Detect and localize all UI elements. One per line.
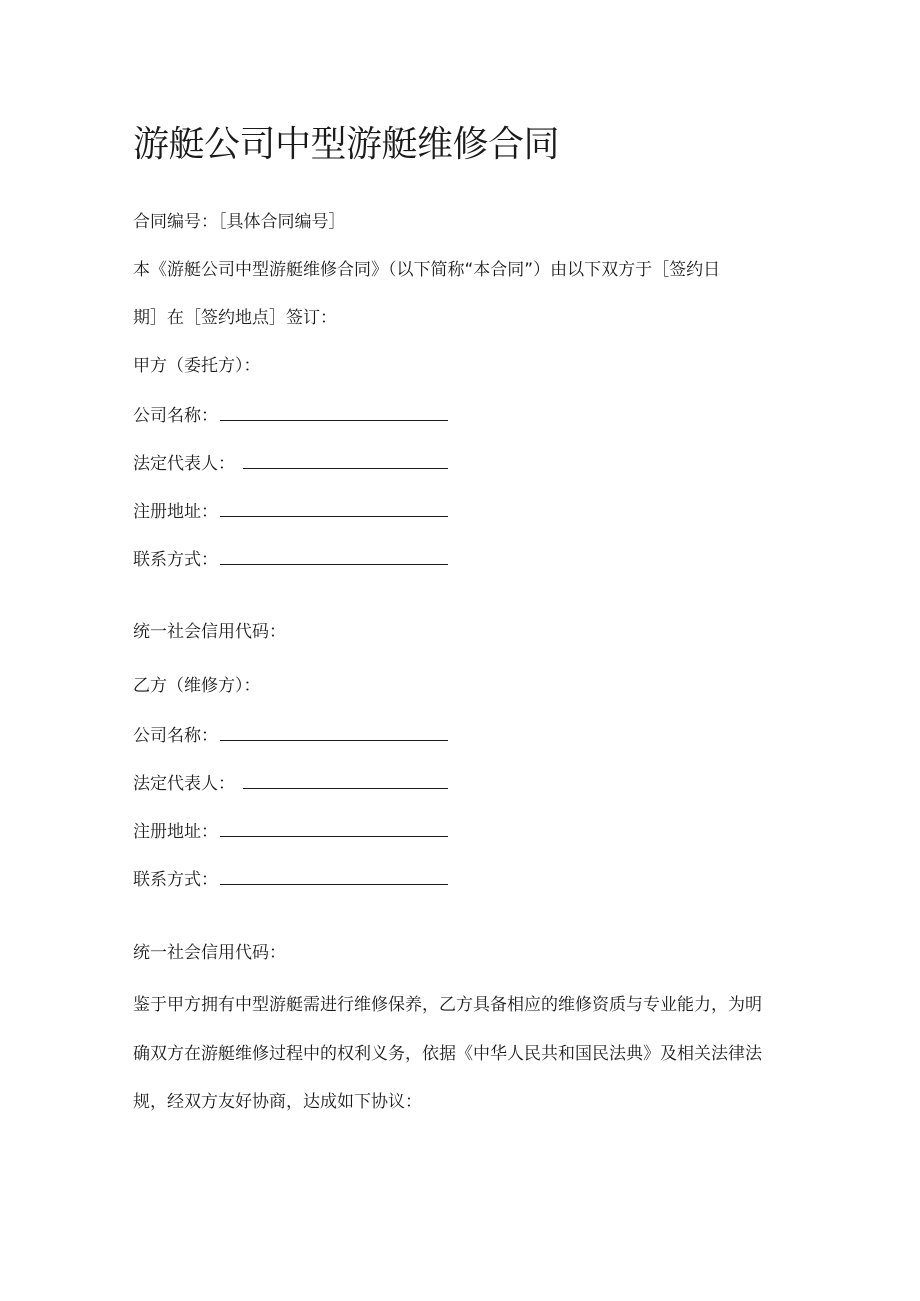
party-b-contact-blank[interactable] xyxy=(220,866,448,885)
party-a-address-row xyxy=(133,498,448,524)
party-b-legal-rep-row xyxy=(133,770,448,796)
document-title: 游艇公司中型游艇维修合同 xyxy=(133,124,560,165)
contract-number: 合同编号：［具体合同编号］ xyxy=(133,212,346,232)
intro-line-1: 本《游艇公司中型游艇维修合同》（以下简称“本合同”）由以下双方于［签约日 xyxy=(133,260,721,280)
party-a-contact-label: 联系方式： xyxy=(133,550,218,570)
party-b-heading: 乙方（维修方）： xyxy=(133,676,261,696)
whereas-line-3: 规，经双方友好协商，达成如下协议： xyxy=(133,1092,422,1112)
party-a-credit-code: 统一社会信用代码： xyxy=(133,622,286,642)
party-a-address-blank[interactable] xyxy=(220,498,448,517)
party-b-legal-rep-label: 法定代表人： xyxy=(133,774,235,794)
party-b-address-blank[interactable] xyxy=(220,818,448,837)
intro-line-2: 期］在［签约地点］签订： xyxy=(133,308,337,328)
party-b-address-label: 注册地址： xyxy=(133,822,218,842)
party-a-legal-rep-label: 法定代表人： xyxy=(133,454,235,474)
party-b-company-name-row xyxy=(133,722,448,748)
party-a-company-name-blank[interactable] xyxy=(220,402,448,421)
party-a-contact-row xyxy=(133,546,448,572)
whereas-line-1: 鉴于甲方拥有中型游艇需进行维修保养，乙方具备相应的维修资质与专业能力，为明 xyxy=(133,995,762,1015)
party-a-heading: 甲方（委托方）： xyxy=(133,356,261,376)
party-a-legal-rep-blank[interactable] xyxy=(243,450,448,469)
party-a-address-label: 注册地址： xyxy=(133,502,218,522)
party-b-credit-code: 统一社会信用代码： xyxy=(133,943,286,963)
party-a-company-name-row xyxy=(133,402,448,428)
party-b-company-name-label: 公司名称： xyxy=(133,726,218,746)
party-a-contact-blank[interactable] xyxy=(220,546,448,565)
party-b-company-name-blank[interactable] xyxy=(220,722,448,741)
party-b-contact-label: 联系方式： xyxy=(133,870,218,890)
party-b-legal-rep-blank[interactable] xyxy=(243,770,448,789)
whereas-line-2: 确双方在游艇维修过程中的权利义务，依据《中华人民共和国民法典》及相关法律法 xyxy=(133,1044,762,1064)
party-a-company-name-label: 公司名称： xyxy=(133,406,218,426)
party-a-legal-rep-row xyxy=(133,450,448,476)
party-b-address-row xyxy=(133,818,448,844)
party-b-contact-row xyxy=(133,866,448,892)
